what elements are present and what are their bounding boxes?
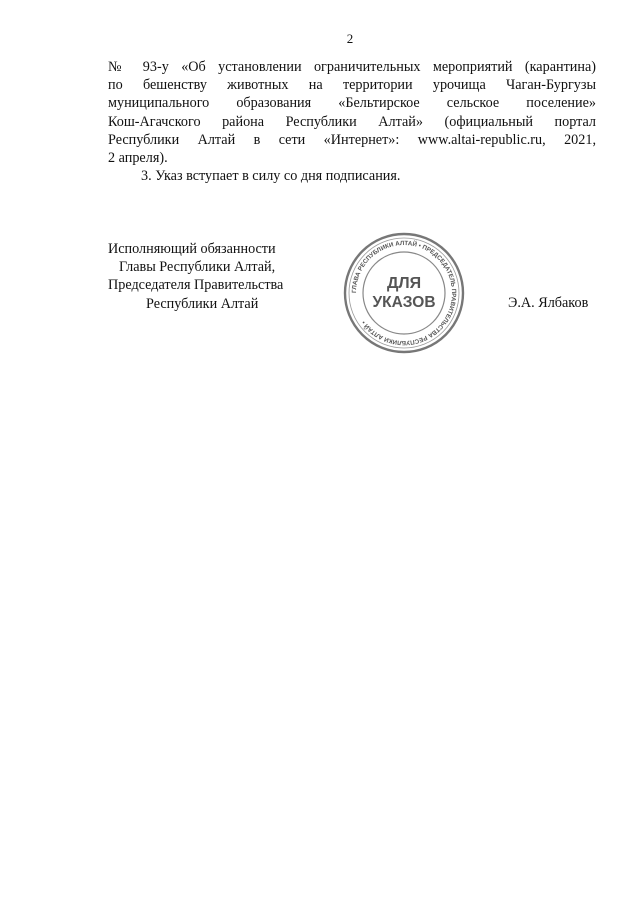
signer-title-line: Председателя Правительства bbox=[108, 277, 284, 294]
official-seal-stamp bbox=[342, 231, 466, 355]
paragraph-line: Республики Алтай в сети «Интернет»: www.altai-republic.ru, 2021, bbox=[108, 131, 596, 148]
signer-name: Э.А. Ялбаков bbox=[508, 295, 589, 311]
signer-title-line: Главы Республики Алтай, bbox=[119, 259, 276, 276]
paragraph-line: № 93-у «Об установлении ограничительных мероприятий (карантина) bbox=[108, 59, 596, 75]
signature-block bbox=[108, 240, 283, 313]
paragraph-line: 2 апреля). bbox=[108, 150, 168, 167]
seal-word-ukazov: УКАЗОВ bbox=[372, 294, 436, 311]
paragraph-effective-date: 3. Указ вступает в силу со дня подписания. bbox=[141, 168, 401, 185]
signer-title-line: Республики Алтай bbox=[146, 295, 259, 312]
document-body bbox=[108, 58, 596, 185]
page-number: 2 bbox=[346, 31, 354, 46]
signer-title-line: Исполняющий обязанности bbox=[108, 241, 276, 257]
paragraph-line: Кош-Агачского района Республики Алтай» (официальный портал bbox=[108, 113, 596, 130]
seal-word-dlya: ДЛЯ bbox=[386, 275, 422, 292]
paragraph-line: муниципального образования «Бельтирское сельское поселение» bbox=[108, 95, 596, 112]
seal-ring-text: ГЛАВА РЕСПУБЛИКИ АЛТАЙ • ПРЕДСЕДАТЕЛЬ ПРАВИТЕЛЬСТВА РЕСПУБЛИКИ АЛТАЙ • bbox=[350, 239, 458, 347]
seal-inner-ring bbox=[349, 238, 459, 348]
seal-center-ring bbox=[363, 252, 445, 334]
paragraph-line: по бешенству животных на территории урочища Чаган-Бургузы bbox=[108, 77, 596, 94]
